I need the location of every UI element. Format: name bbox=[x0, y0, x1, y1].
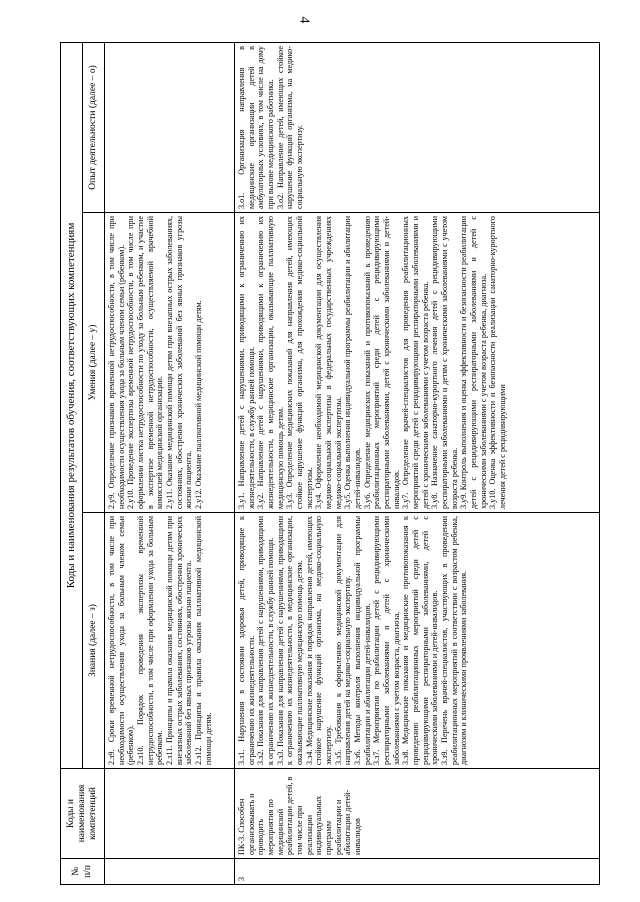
list-item: 3.у8. Назначение санаторно-курортного лечения детей с рецидивирующими респираторными заболеваниями и детям с хроническими заболеваниями с учетом возраста ребенка. bbox=[430, 216, 459, 509]
header-knowledge: Знания (далее – з) bbox=[83, 513, 105, 769]
list-item: 3.з4. Медицинские показания и порядок направления детей, имеющих стойкое нарушение функций организма, на медико-социальную экспертизу. bbox=[304, 516, 334, 765]
list-item: 3.з1. Нарушения в состоянии здоровья детей, приводящие к ограничению их жизнедеятельности. bbox=[237, 516, 256, 765]
list-item: 3.у2. Направление детей с нарушениями, приводящими к ограничению их жизнедеятельности, в медицинские организации, оказывающие паллиативную медицинскую помощь детям. bbox=[256, 216, 285, 509]
row1-experience bbox=[105, 43, 235, 213]
row2-experience bbox=[235, 43, 600, 213]
list-item: 3.у7. Определение врачей-специалистов для проведения реабилитационных мероприятий среди детей с рецидивирующими респираторными заболеваниями и детей с хроническими заболеваниями с учетом возраста ребенка. bbox=[401, 216, 430, 509]
header-experience: Опыт деятельности (далее – о) bbox=[83, 43, 105, 213]
header-results-group: Коды и наименования результатов обучения, соответствующих компетенциям bbox=[61, 43, 83, 769]
header-codes: Коды и наименования компетенций bbox=[61, 769, 105, 859]
row1-skills bbox=[105, 213, 235, 513]
row1-competence bbox=[105, 769, 235, 859]
list-item: 2.у12. Оказание паллиативной медицинской помощи детям. bbox=[194, 300, 204, 509]
page-number: 4 bbox=[296, 16, 312, 24]
list-item: 3.з5. Требования к оформлению медицинской документации для направления детей на медико-социальную экспертизу. bbox=[333, 516, 353, 765]
header-skills: Умения (далее – у) bbox=[83, 213, 105, 513]
list-item: 3.у3. Определение медицинских показаний для направления детей, имеющих стойкое нарушение функций организма, для прохождения медико-социальной экспертизы. bbox=[285, 216, 314, 509]
list-item: 3.з8. Медицинские показания и медицинские противопоказания к проведению реабилитационных мероприятий среди детей с рецидивирующими респираторными заболеваниями, детей с хроническими заболеваниями и детей-инвалидов. bbox=[401, 516, 440, 765]
competence-table bbox=[60, 42, 600, 885]
list-item: 3.у9. Контроль выполнения и оценка эффективности и безопасности реабилитации детей с рецидивирующими респираторными заболеваниями и детей с хроническими заболеваниями с учетом возраста ребенка, диагноза. bbox=[459, 216, 488, 509]
row2-knowledge bbox=[235, 513, 600, 769]
list-item: 3.з6. Методы контроля выполнения индивидуальной программы реабилитации и абилитации детей-инвалидов. bbox=[353, 516, 372, 765]
list-item: 3.у1. Направление детей с нарушениями, приводящими к ограничению их жизнедеятельности, в службу ранней помощи. bbox=[237, 216, 256, 509]
list-item: 3.о1. Организация направления в медицинские организации детей в амбулаторных условиях, в том числе на дому при вызове медицинского работника. bbox=[237, 46, 276, 209]
list-item: 3.о2. Направление детей, имеющих стойкое нарушение функций организма, на медико-социальную экспертизу. bbox=[275, 46, 305, 209]
row2-num: 3 bbox=[235, 859, 600, 885]
row2-competence: ПК-3. Способен организовывать и проводить мероприятия по медицинской реабилитации детей, в том числе при реализации индивидуальных программ реабилитации и абилитации детей-инвалидов bbox=[235, 769, 600, 859]
list-item: 3.з2. Показания для направления детей с нарушениями, приводящими к ограничению их жизнедеятельности, в службу ранней помощи. bbox=[256, 516, 276, 765]
list-item: 2.з11. Принципы и правила оказания медицинской помощи детям при внезапных острых заболеваниях, состояниях, обострении хронических заболеваний без явных признаков угрозы жизни пациента. bbox=[165, 516, 194, 765]
list-item: 2.з9. Сроки временной нетрудоспособности, в том числе при необходимости осуществления ухода за больным членом семьи (ребенком). bbox=[107, 516, 136, 765]
list-item: 3.з3. Показания для направления детей с нарушениями, приводящими к ограничению их жизнедеятельности, в медицинские организации, оказывающие паллиативную медицинскую помощь детям. bbox=[275, 516, 305, 765]
row1-num bbox=[105, 859, 235, 885]
header-num: № п/п bbox=[61, 859, 105, 885]
list-item: 2.у11. Оказание медицинской помощи детям при внезапных острых заболеваниях, состояниях, обострении хронических заболеваний без явных признаков угрозы жизни пациента. bbox=[165, 216, 194, 509]
row1-knowledge bbox=[105, 513, 235, 769]
list-item: 3.у5. Оценка выполнения индивидуальной программы реабилитации и абилитации детей-инвалидов. bbox=[343, 216, 363, 509]
table-row bbox=[105, 43, 235, 885]
table-row bbox=[235, 43, 600, 885]
list-item: 2.у9. Определение признаков временной нетрудоспособности, в том числе при необходимости осуществления ухода за больным членом семьи (ребенком). bbox=[107, 216, 126, 509]
row2-skills bbox=[235, 213, 600, 513]
list-item: 3.у4. Оформление необходимой медицинской документации для осуществления медико-социальной экспертизы в федеральных государственных учреждениях медико-социальной экспертизы. bbox=[314, 216, 343, 509]
rotated-page bbox=[60, 43, 600, 885]
list-item: 3.у6. Определение медицинских показаний и противопоказаний к проведению реабилитационных мероприятий среди детей с рецидивирующими респираторными заболеваниями, детей с хроническими заболеваниями и детей-инвалидов. bbox=[362, 216, 401, 509]
list-item: 2.у10. Проведение экспертизы временной нетрудоспособности, в том числе при оформлении листка нетрудоспособности по уходу за больным ребенком, и участие в экспертизе временной нетрудоспособности, осуществляемой врачебной комиссией медицинской организации. bbox=[126, 216, 165, 509]
list-item: 3.у10. Оценка эффективности и безопасности реализации санаторно-курортного лечения детей с рецидивирующими bbox=[488, 216, 508, 509]
list-item: 2.з12. Принципы и правила оказания паллиативной медицинской помощи детям. bbox=[194, 516, 213, 765]
list-item: 3.з7. Мероприятия по реабилитации детей с рецидивирующими респираторными заболеваниями и детей с хроническими заболеваниями с учетом возраста, диагноза. bbox=[372, 516, 401, 765]
list-item: 2.з10. Порядок проведения экспертизы временной нетрудоспособности, в том числе при оформлении ухода за больным ребенком. bbox=[136, 516, 165, 765]
list-item: 3.з9. Перечень врачей-специалистов, участвующих в проведении реабилитационных мероприятий в соответствии с возрастом ребенка, диагнозом и клиническими проявлениями заболевания. bbox=[440, 516, 469, 765]
